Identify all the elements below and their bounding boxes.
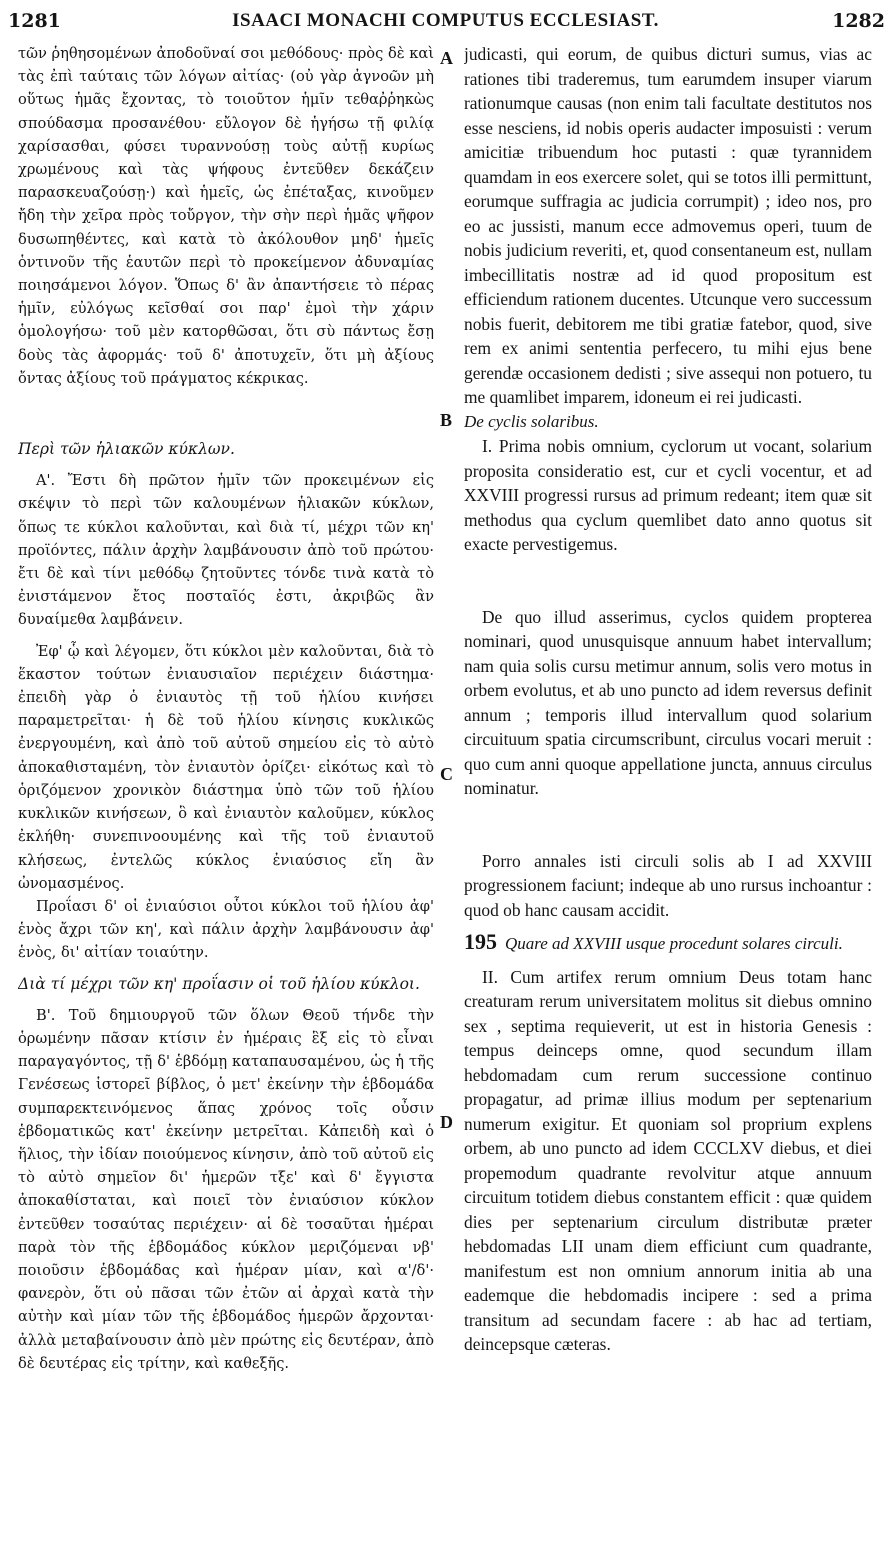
latin-paragraph: II. Cum artifex rerum omnium Deus totam hanc creaturam rerum universitatem molitus sit diebus omnino sex , septima requieverit, ut est in historia Genesis : tempus deinceps omne, quod secundum illam hebdomadam cum rerum successione continuo propagatur, ad primæ illius modum per septenarium numerum exigitur. Et quoniam sol proprium explens orbem, ab uno puncto ad idem CCCLXV diebus, et diei propemodum quadrante revolvitur atque annuum circuitum totidem diebus constantem efficit : quæ quidem dies per septenarium circulum distributæ præter hebdomadas LII unam diem efficiunt cum quadrante, manifestum est non omnium annorum initia ab una eademque die hebdomadis incipere : sed a prima transitum ad secundam facere : ab hac ad tertiam, deincepsque cæteras. bbox=[464, 966, 872, 1354]
greek-paragraph: Προΐασι δ' οἱ ἐνιαύσιοι οὗτοι κύκλοι τοῦ ἡλίου ἀφ' ἑνὸς ἄχρι τῶν κη', καὶ πάλιν ἀρχὴν λαμβάνουσιν ἀφ' ἑνὸς, δι' αἰτίαν τοιαύτην. bbox=[18, 897, 434, 962]
column-number-left: 1281 bbox=[8, 10, 61, 32]
latin-heading-solar-cycles: De cyclis solaribus. bbox=[464, 411, 599, 431]
latin-column bbox=[464, 42, 872, 1542]
margin-letter-b: B bbox=[440, 410, 453, 430]
section-number: 195 bbox=[464, 929, 497, 954]
greek-paragraph: Α'. Ἔστι δὴ πρῶτον ἡμῖν τῶν προκειμένων εἰς σκέψιν τὸ περὶ τῶν καλουμένων ἡλιακῶν κύκλων, ὅπως τε κύκλοι καλοῦνται, καὶ διὰ τί, μέχρι τῶν κη' προϊόντες, πάλιν ἀρχὴν λαμβάνουσιν ἀπὸ τοῦ πρώτου· ἔτι δὲ καὶ τίνι μεθόδῳ ζητοῦντες τόνδε τινὰ κατὰ τὸ ἐνιστάμενον ἔτος ποσταῖός ἐστι, ἀκριβῶς ἂν δυναίμεθα λαμβάνειν. bbox=[18, 472, 434, 629]
spacer bbox=[464, 557, 872, 605]
latin-paragraph: judicasti, qui eorum, de quibus dicturi sumus, vias ac rationes tibi traderemus, tum earumdem insuper viarum rationumque causas (non enim tali facultate destitutos nos esse nesciens, id nobis operis audacter imposuisti : verum amicitiæ tribuendum hoc putasti : quæ tyrannidem quamdam in eos exercere solet, qui se totos illi permittunt, eorumque suffragia ac judicia corrumpit) ; ideo nos, pro eo ac jussisti, manum ecce admovemus operi, tuum de nobis judicium reveriti, et, quod consentaneum est, nullam imbecillitatis nostræ ad id quod propositum est efficiendum rationem ducentes. Utcunque vero successum nobis fuerit, debitorem me tibi gratiæ fatebor, quod, sive rem ex animi sententia perfecero, tu mihi ejus bene gerendæ occasionem dedisti ; sive assequi non potuero, tu me quamlibet imparem, idoneum ei rei judicasti. bbox=[464, 44, 872, 407]
greek-column bbox=[18, 42, 434, 1542]
latin-heading-why-28 bbox=[464, 930, 872, 957]
greek-paragraph: Β'. Τοῦ δημιουργοῦ τῶν ὅλων Θεοῦ τήνδε τὴν ὁρωμένην πᾶσαν κτίσιν ἐν ἡμέραις ἓξ εἰς τὸ εἶναι παραγαγόντος, τῇ δ' ἑβδόμῃ καταπαυσαμένου, ὡς ἡ τῆς Γενέσεως ἱστορεῖ βίβλος, ὁ μετ' ἐκείνην τὴν ἑβδομάδα συμπαρεκτεινόμενος ἅπας χρόνος τοῖς οὖσιν ἑβδοματικῶς κατ' ἐκείνην μετρεῖται. Κἀπειδὴ καὶ ὁ ἥλιος, τὴν ἰδίαν ποιούμενος κίνησιν, ἀπὸ τοῦ αὐτοῦ εἰς τὸ αὐτὸ σημεῖον δι' ἡμερῶν τξε' καὶ δ' ἔγγιστα ἀποκαθίσταται, καὶ ποιεῖ τὸν ἐνιαύσιον κύκλον ἐντεῦθεν τοσαύτας περιέχειν· αἱ δὲ τοσαῦται ἡμέραι παρὰ τὸν τῆς ἑβδομάδος κύκλον μεριζόμεναι νβ' ποιοῦσιν ἑβδομάδας καὶ ἡμέραν μίαν, καὶ α'/δ'· φανερὸν, ὅτι οὐ πᾶσαι τῶν ἐτῶν αἱ ἀρχαὶ κατὰ τὴν αὐτὴν καὶ μίαν τῶν τῆς ἑβδομάδος ἡμερῶν ἄρχονται· ἀλλὰ μεταβαίνουσιν ἀπὸ μὲν πρώτης εἰς δευτέραν, ἀπὸ δὲ δευτέρας εἰς τρίτην, καὶ καθεξῆς. bbox=[18, 1006, 434, 1372]
margin-letter-d: D bbox=[440, 1112, 453, 1132]
latin-paragraph: Porro annales isti circuli solis ab I ad XXVIII progressionem faciunt; indeque ab uno rursus inchoantur : quod ob hanc causam accidit. bbox=[464, 850, 872, 920]
greek-paragraph: Ἐφ' ᾧ καὶ λέγομεν, ὅτι κύκλοι μὲν καλοῦνται, διὰ τὸ ἕκαστον τούτων ἐνιαυσιαῖον περιέχειν διάστημα· ἐπειδὴ γὰρ ὁ ἐνιαυτὸς τῇ τοῦ ἡλίου κινήσει παραμετρεῖται· ἡ δὲ τοῦ ἡλίου κίνησις κυκλικῶς ἐνεργουμένη, καὶ ἀπὸ τοῦ αὐτοῦ σημείου εἰς τὸ αὐτὸ ἀποκαθισταμένη, τὸν ἐνιαυτὸν ὁρίζει· εἰκότως καὶ τὸ ὁριζόμενον χρονικὸν διάστημα ὑπὸ τῶν τοῦ ἡλίου κυκλικῶν κινήσεων, ὃ καὶ ἐνιαυτὸν καλοῦμεν, κύκλος ἐκλήθη· συνεπινοουμένης καὶ τῆς τοῦ ἐνιαυτοῦ κλήσεως, ἐντελῶς κύκλος ἐνιαύσιος εἴη ἂν ὠνομασμένος. bbox=[18, 642, 434, 892]
running-title: ISAACI MONACHI COMPUTUS ECCLESIAST. bbox=[232, 10, 659, 31]
spacer bbox=[18, 632, 434, 640]
spacer bbox=[464, 957, 872, 965]
greek-heading-why-28: Διὰ τί μέχρι τῶν κη' προΐασιν οἱ τοῦ ἡλίου κύκλοι. bbox=[18, 974, 420, 993]
spacer bbox=[464, 922, 872, 930]
margin-letter-a: A bbox=[440, 48, 453, 68]
greek-heading-solar-cycles: Περὶ τῶν ἡλιακῶν κύκλων. bbox=[18, 440, 235, 459]
latin-heading-text: Quare ad XXVIII usque procedunt solares circuli. bbox=[505, 934, 843, 953]
latin-paragraph: De quo illud asserimus, cyclos quidem propterea nominari, quod unusquisque annuum habet intervallum; nam quia solis cursu metimur annum, solis vero motus in orbem evolutus, et ab uno puncto ad idem reversus definit annum ; temporis illud intervallum quod solarium circuituum spatia circumscribunt, circulus vocari meruit : quo cum anni quoque appellatione juncta, annuus circulus nominatur. bbox=[464, 606, 872, 798]
spacer bbox=[18, 390, 434, 438]
latin-paragraph: I. Prima nobis omnium, cyclorum ut vocant, solarium proposita consideratio est, cur et cycli vocentur, et ad XXVIII progressi rursus ad primum redeant; item quæ sit methodus qua cyclum quemlibet dato anno quotus sit exacte pervestigemus. bbox=[464, 436, 872, 554]
spacer bbox=[18, 461, 434, 469]
spacer bbox=[464, 801, 872, 849]
spacer bbox=[18, 996, 434, 1004]
page-header bbox=[0, 10, 891, 38]
margin-letter-c: C bbox=[440, 764, 453, 784]
column-number-right: 1282 bbox=[832, 10, 885, 32]
spacer bbox=[18, 965, 434, 973]
greek-paragraph: τῶν ῥηθησομένων ἀποδοῦναί σοι μεθόδους· πρὸς δὲ καὶ τὰς ἐπὶ ταύταις τῶν λόγων αἰτίας· (οὐ γὰρ ἀγνοῶν μὴ οὕτως ἡμᾶς ἔχοντας, τὸ τοιοῦτον ἡμῖν τεθαῤῥηκὼς σπούδασμα προσανέθου· εὔλογον δὲ ἡγήσω τῇ φιλίᾳ χαρίσασθαι, φύσει τυραννούσῃ τοὺς αὐτῇ κυρίως χρωμένους καὶ τὰς ψήφους ἐντεῦθεν δεκάζειν παρασκευαζούσῃ·) καὶ ἡμεῖς, ὡς ἐπέταξας, κινοῦμεν ἤδη τὴν χεῖρα πρὸς τοὔργον, τὴν σὴν περὶ ἡμᾶς ψῆφον δυσωπηθέντες, καὶ κατὰ τὸ ἀκόλουθον μηδ' ἡμεῖς ὁντινοῦν τῆς ἑαυτῶν περὶ τὸ προκείμενον ἀδυναμίας ποιησάμενοι λόγον. Ὅπως δ' ἂν ἀπαντήσειε τὸ πέρας ἡμῖν, εὐλόγως κεῖσθαί σοι παρ' ἐμοὶ τὴν χάριν ὁμολογήσω· τοῦ μὲν κατορθῶσαι, ὅτι σὺ πάντως ἔσῃ δοὺς τὰς ἀφορμάς· τοῦ δ' ἀποτυχεῖν, ὅτι μὴ ἀξίους ὄντας ἀξίους τοῦ πράγματος κέκρικας. bbox=[18, 45, 434, 387]
